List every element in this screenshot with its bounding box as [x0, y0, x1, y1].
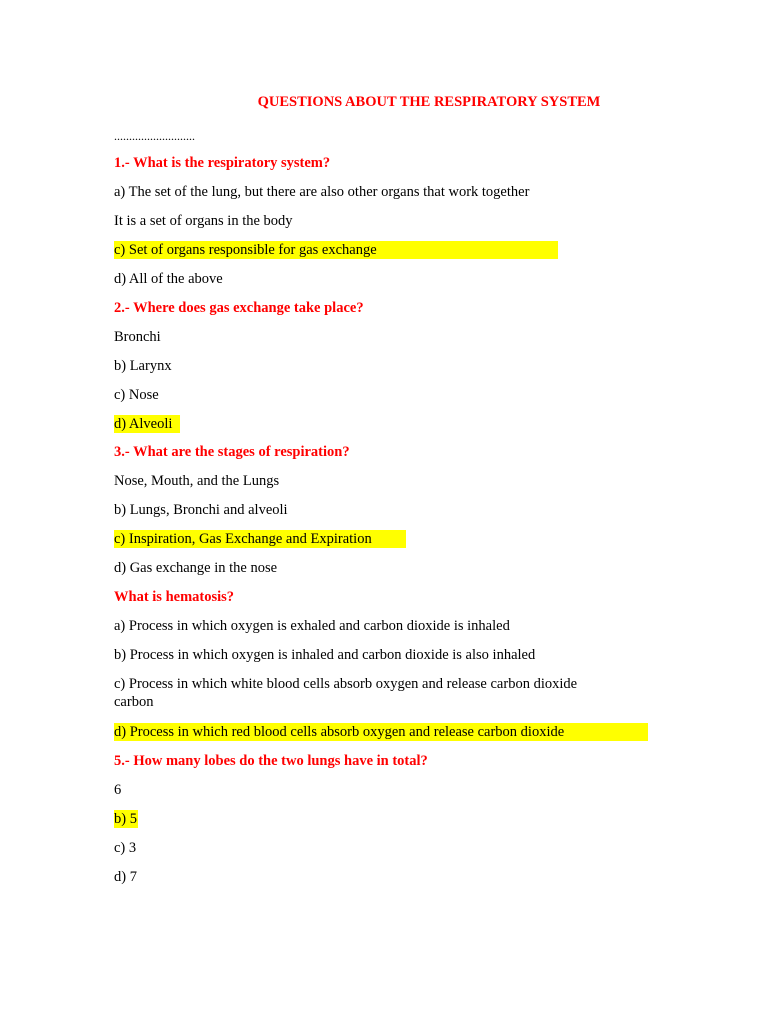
question-1: 1.- What is the respiratory system?	[114, 155, 331, 171]
q2-option-a: Bronchi	[114, 329, 161, 345]
dotted-separator: ...........................	[114, 129, 195, 143]
q5-option-c: c) 3	[114, 840, 137, 856]
q2-option-c: c) Nose	[114, 387, 159, 403]
q5-option-d: d) 7	[114, 869, 137, 885]
q3-option-d: d) Gas exchange in the nose	[114, 560, 278, 576]
q5-answer-text: b) 5	[114, 811, 137, 827]
q4-option-a: a) Process in which oxygen is exhaled and carbon dioxide is inhaled	[114, 618, 510, 634]
page-title: QUESTIONS ABOUT THE RESPIRATORY SYSTEM	[257, 94, 601, 110]
q3-option-a: Nose, Mouth, and the Lungs	[114, 473, 280, 489]
q1-option-b: It is a set of organs in the body	[114, 213, 293, 229]
question-2: 2.- Where does gas exchange take place?	[114, 300, 364, 316]
q4-option-b: b) Process in which oxygen is inhaled and carbon dioxide is also inhaled	[114, 647, 536, 663]
q4-option-d-highlighted	[114, 723, 648, 741]
q1-answer-text: c) Set of organs responsible for gas exchange	[114, 241, 558, 259]
q2-answer-text: d) Alveoli	[114, 415, 180, 433]
q2-option-b: b) Larynx	[114, 358, 172, 374]
q2-option-d-highlighted	[114, 415, 180, 433]
q5-option-b-highlighted	[114, 810, 138, 828]
q4-answer-text: d) Process in which red blood cells absorb oxygen and release carbon dioxide	[114, 723, 648, 741]
q5-option-a: 6	[114, 782, 122, 798]
q3-option-b: b) Lungs, Bronchi and alveoli	[114, 502, 288, 518]
q1-option-d: d) All of the above	[114, 271, 223, 287]
q1-option-c-highlighted	[114, 241, 558, 259]
q3-option-c-highlighted	[114, 530, 406, 548]
q1-option-a: a) The set of the lung, but there are also other organs that work together	[114, 184, 530, 200]
question-5: 5.- How many lobes do the two lungs have in total?	[114, 753, 428, 769]
question-3: 3.- What are the stages of respiration?	[114, 444, 350, 460]
q3-answer-text: c) Inspiration, Gas Exchange and Expiration	[114, 530, 406, 548]
question-4: What is hematosis?	[114, 589, 235, 605]
q4-option-c: c) Process in which white blood cells absorb oxygen and release carbon dioxide carbon	[114, 676, 578, 710]
